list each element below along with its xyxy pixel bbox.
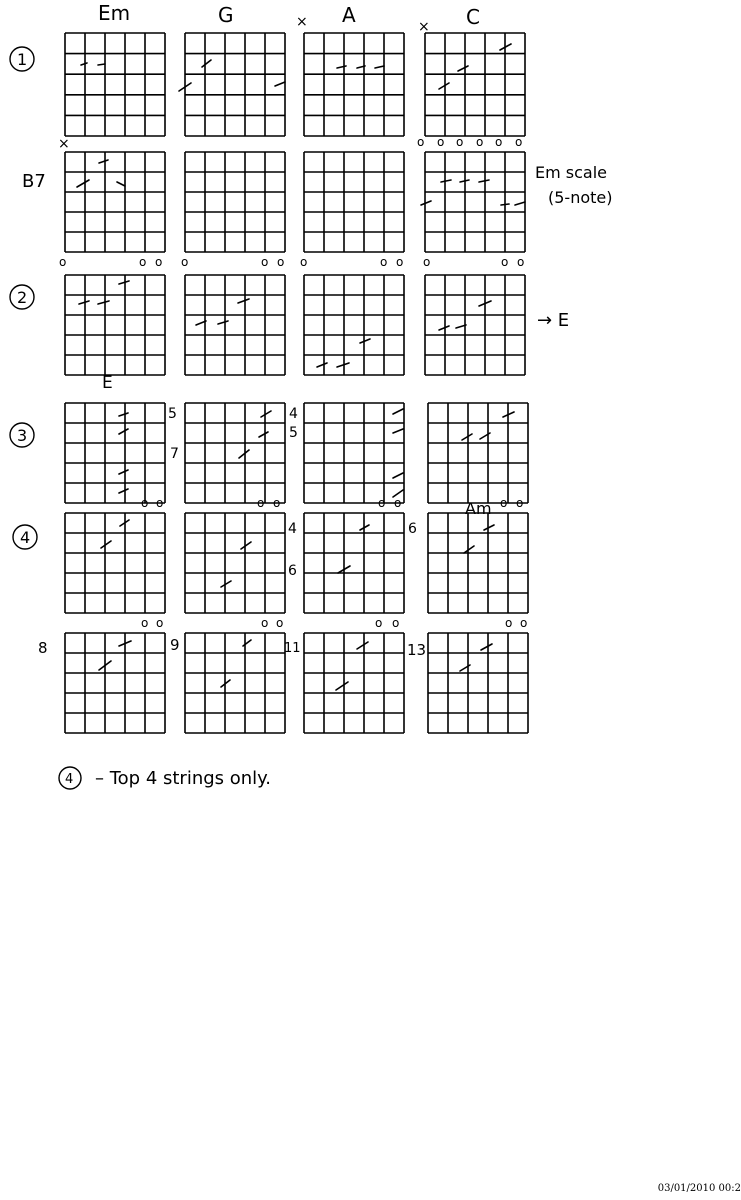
finger-mark xyxy=(79,301,89,304)
open-string-mark: o xyxy=(156,496,164,510)
section-mark-3 xyxy=(10,423,34,447)
open-string-mark: o xyxy=(417,135,425,149)
finger-mark xyxy=(337,363,349,367)
finger-mark xyxy=(458,66,468,71)
open-string-mark: o xyxy=(394,496,402,510)
open-string-mark: o xyxy=(375,616,383,630)
finger-mark xyxy=(393,473,403,478)
fret-number: 8 xyxy=(38,639,48,657)
open-string-mark: o xyxy=(156,616,164,630)
open-string-mark: o xyxy=(139,255,147,269)
finger-mark xyxy=(239,450,249,458)
finger-mark xyxy=(238,299,249,303)
chord-diagram xyxy=(304,33,404,136)
chord-diagram xyxy=(185,152,285,252)
fret-number: 13 xyxy=(407,641,427,659)
chord-diagram xyxy=(428,616,528,733)
finger-mark xyxy=(259,432,268,437)
fret-number: 5 xyxy=(289,425,298,441)
open-string-mark: o xyxy=(456,135,464,149)
chord-diagram xyxy=(65,152,165,252)
open-string-mark: o xyxy=(141,496,149,510)
fret-number: 6 xyxy=(288,563,297,579)
finger-mark xyxy=(460,180,469,182)
chord-diagram xyxy=(423,255,525,375)
fret-number: 4 xyxy=(288,521,297,537)
svg-text:2: 2 xyxy=(17,288,28,307)
open-string-mark: o xyxy=(300,255,308,269)
open-string-mark: o xyxy=(476,135,484,149)
chord-diagram xyxy=(185,496,285,613)
chord-diagram xyxy=(300,255,404,375)
finger-mark xyxy=(119,489,128,493)
chord-diagram xyxy=(185,403,285,503)
finger-mark xyxy=(261,411,271,417)
finger-mark xyxy=(81,63,87,65)
chord-diagram xyxy=(59,255,165,375)
svg-text:1: 1 xyxy=(17,50,28,69)
open-string-mark: o xyxy=(380,255,388,269)
chord-label-em: Em xyxy=(98,1,131,25)
open-string-mark: o xyxy=(141,616,149,630)
chord-diagram xyxy=(304,403,404,503)
scale-note-line2: (5-note) xyxy=(548,188,613,207)
open-string-mark: o xyxy=(59,255,67,269)
finger-mark xyxy=(441,180,451,182)
open-string-mark: o xyxy=(276,616,284,630)
svg-text:4: 4 xyxy=(20,528,31,547)
chord-label-b7: B7 xyxy=(22,171,46,192)
chord-label-am: Am xyxy=(465,499,492,518)
open-string-mark: o xyxy=(520,616,528,630)
open-string-mark: o xyxy=(517,255,525,269)
finger-mark xyxy=(202,60,211,67)
open-string-mark: o xyxy=(257,496,265,510)
open-string-mark: o xyxy=(516,496,524,510)
chord-diagram xyxy=(428,403,528,503)
chord-diagram xyxy=(428,496,528,613)
chord-diagram xyxy=(65,616,165,733)
scale-note-line1: Em scale xyxy=(535,163,608,182)
open-string-mark: o xyxy=(495,135,503,149)
open-string-mark: o xyxy=(392,616,400,630)
finger-mark xyxy=(119,413,128,416)
finger-mark xyxy=(439,326,449,330)
section-mark-1 xyxy=(10,47,34,71)
open-string-mark: o xyxy=(437,135,445,149)
chord-label-a: A xyxy=(342,3,356,27)
finger-mark xyxy=(481,644,492,650)
mute-mark: × xyxy=(58,136,70,152)
finger-mark xyxy=(218,321,228,324)
finger-mark xyxy=(421,201,431,205)
finger-mark xyxy=(336,682,348,690)
chord-diagram xyxy=(65,403,165,503)
footnote-text: – Top 4 strings only. xyxy=(95,768,271,789)
open-string-mark: o xyxy=(500,496,508,510)
chord-grids xyxy=(59,33,528,733)
open-string-mark: o xyxy=(378,496,386,510)
fret-number: 7 xyxy=(170,446,179,462)
mute-mark: × xyxy=(296,14,308,30)
fret-number: 6 xyxy=(408,521,417,537)
open-string-mark: o xyxy=(423,255,431,269)
svg-text:3: 3 xyxy=(17,426,28,445)
open-string-mark: o xyxy=(505,616,513,630)
open-string-mark: o xyxy=(155,255,163,269)
fret-number: 5 xyxy=(168,406,177,422)
chord-diagram xyxy=(304,616,404,733)
chord-diagram xyxy=(65,33,165,136)
finger-mark xyxy=(357,642,368,649)
open-string-mark: o xyxy=(261,255,269,269)
fret-number: 9 xyxy=(170,636,180,654)
finger-mark xyxy=(101,541,111,548)
fret-number: 11 xyxy=(284,641,301,656)
finger-mark xyxy=(98,301,109,304)
open-string-mark: o xyxy=(501,255,509,269)
finger-mark xyxy=(360,339,370,343)
finger-mark xyxy=(275,82,285,86)
finger-mark xyxy=(98,64,105,65)
chord-label-g: G xyxy=(218,3,234,27)
chord-label-c: C xyxy=(466,5,480,29)
open-string-mark: o xyxy=(273,496,281,510)
finger-mark xyxy=(119,429,128,434)
chord-diagram xyxy=(179,33,285,136)
finger-mark xyxy=(77,180,89,187)
open-string-mark: o xyxy=(277,255,285,269)
finger-mark xyxy=(117,182,125,186)
finger-mark xyxy=(393,429,403,433)
open-string-mark: o xyxy=(181,255,189,269)
finger-mark xyxy=(484,525,494,530)
finger-mark xyxy=(241,542,251,549)
chord-diagram xyxy=(417,135,525,252)
arrow-to-e: → E xyxy=(537,310,570,331)
fret-number: 4 xyxy=(289,406,298,422)
finger-mark xyxy=(479,180,489,182)
chord-diagram xyxy=(65,496,165,613)
finger-mark xyxy=(119,470,128,474)
chord-diagram xyxy=(185,616,285,733)
finger-mark xyxy=(393,409,403,414)
finger-mark xyxy=(464,546,474,553)
finger-mark xyxy=(375,66,384,68)
open-string-mark: o xyxy=(515,135,523,149)
svg-text:4: 4 xyxy=(65,772,74,787)
finger-mark xyxy=(317,363,327,367)
chord-diagram xyxy=(425,33,525,136)
finger-mark xyxy=(99,160,108,163)
finger-mark xyxy=(119,281,129,284)
open-string-mark: o xyxy=(261,616,269,630)
chord-diagram xyxy=(181,255,285,375)
finger-mark xyxy=(501,204,509,205)
finger-mark xyxy=(439,83,449,89)
open-string-mark: o xyxy=(396,255,404,269)
footnote-mark xyxy=(59,767,81,789)
chord-label-e: E xyxy=(102,373,113,393)
finger-mark xyxy=(515,202,525,205)
finger-mark xyxy=(221,581,231,587)
scan-timestamp: 03/01/2010 00:2 xyxy=(657,1183,741,1194)
chord-diagram xyxy=(304,152,404,252)
mute-mark: × xyxy=(418,19,430,35)
section-mark-4 xyxy=(13,525,37,549)
section-mark-2 xyxy=(10,285,34,309)
finger-mark xyxy=(462,434,472,440)
chord-diagram xyxy=(304,496,404,613)
